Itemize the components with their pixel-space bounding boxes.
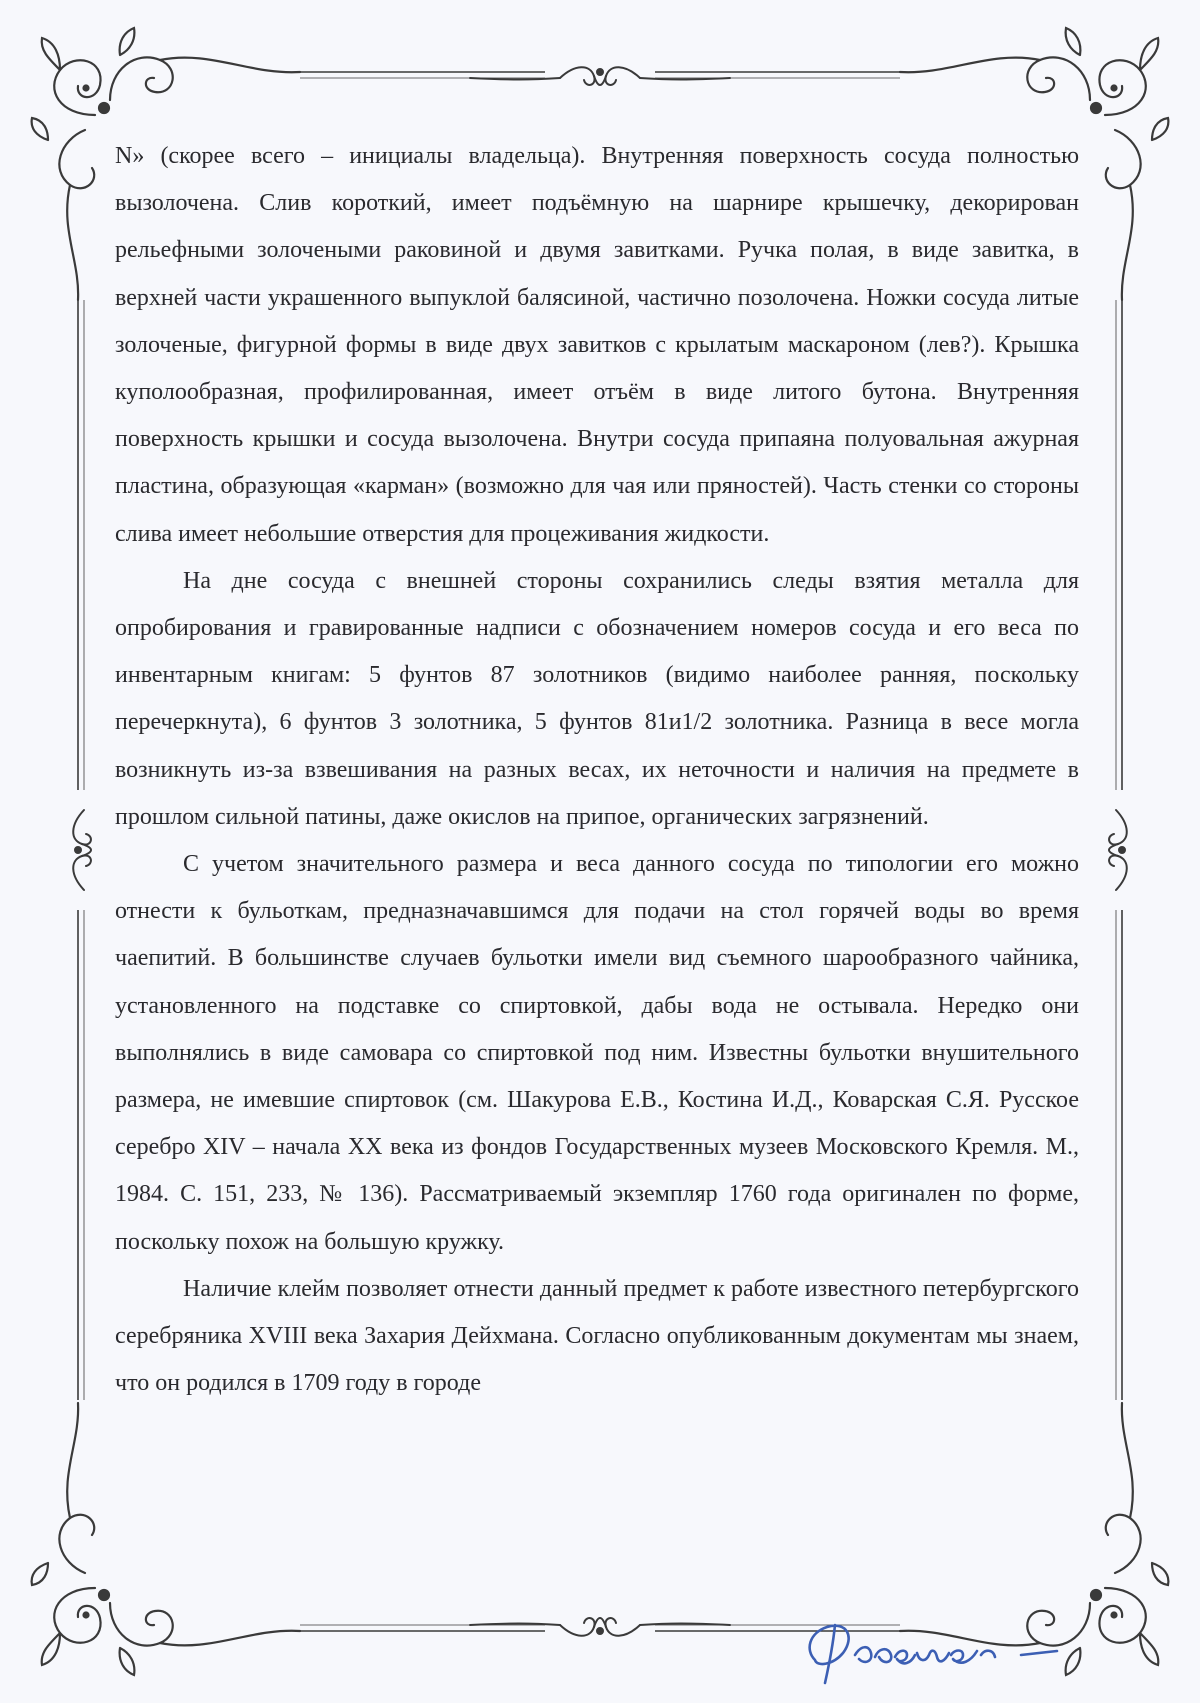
- paragraph-3: С учетом значительного размера и веса данного сосуда по типологии его можно отнести к бульоткам, предназначавшимся для подачи на стол горячей воды во время чаепитий. В большинстве случаев бульотки имели вид съемного шарообразного чайника, установленного на подставке со спиртовкой, дабы вода не остывала. Нередко они выполнялись в виде самовара со спиртовкой под ним. Известны бульотки внушительного размера, не имевшие спиртовок (см. Шакурова Е.В., Костина И.Д., Коварская С.Я. Русское серебро XIV – начала XX века из фондов Государственных музеев Московского Кремля. М., 1984. С. 151, 233, № 136). Рассматриваемый экземпляр 1760 года оригинален по форме, поскольку похож на большую кружку.: [115, 851, 1079, 1255]
- paragraph-1: N» (скорее всего – инициалы владельца). Внутренняя поверхность сосуда полностью вызолочена. Слив короткий, имеет подъёмную на шарнире крышечку, декорирован рельефными золочеными раковиной и двумя завитками. Ручка полая, в виде завитка, в верхней части украшенного выпуклой балясиной, частично позолочена. Ножки сосуда литые золоченые, фигурной формы в виде двух завитков с крылатым маскароном (лев?). Крышка куполообразная, профилированная, имеет отъём в виде литого бутона. Внутренняя поверхность крышки и сосуда вызолочена. Внутри сосуда припаяна полуовальная ажурная пластина, образующая «карман» (возможно для чая или пряностей). Часть стенки со стороны слива имеет небольшие отверстия для процеживания жидкости.: [115, 143, 1079, 547]
- paragraph-4: Наличие клейм позволяет отнести данный предмет к работе известного петербургского серебряника XVIII века Захария Дейхмана. Согласно опубликованным документам мы знаем, что он родился в 1709 году в городе: [115, 1275, 1079, 1397]
- paragraph-2: На дне сосуда с внешней стороны сохранились следы взятия металла для опробирования и гравированные надписи с обозначением номеров сосуда и его веса по инвентарным книгам: 5 фунтов 87 золотников (видимо наиболее ранняя, поскольку перечеркнута), 6 фунтов 3 золотника, 5 фунтов 81и1/2 золотника. Разница в весе могла возникнуть из-за взвешивания на разных весах, их неточности и наличия на предмете в прошлом сильной патины, даже окислов на припое, органических загрязнений.: [115, 567, 1079, 830]
- document-body: [115, 133, 1079, 1407]
- handwritten-signature-icon: [795, 1605, 1085, 1695]
